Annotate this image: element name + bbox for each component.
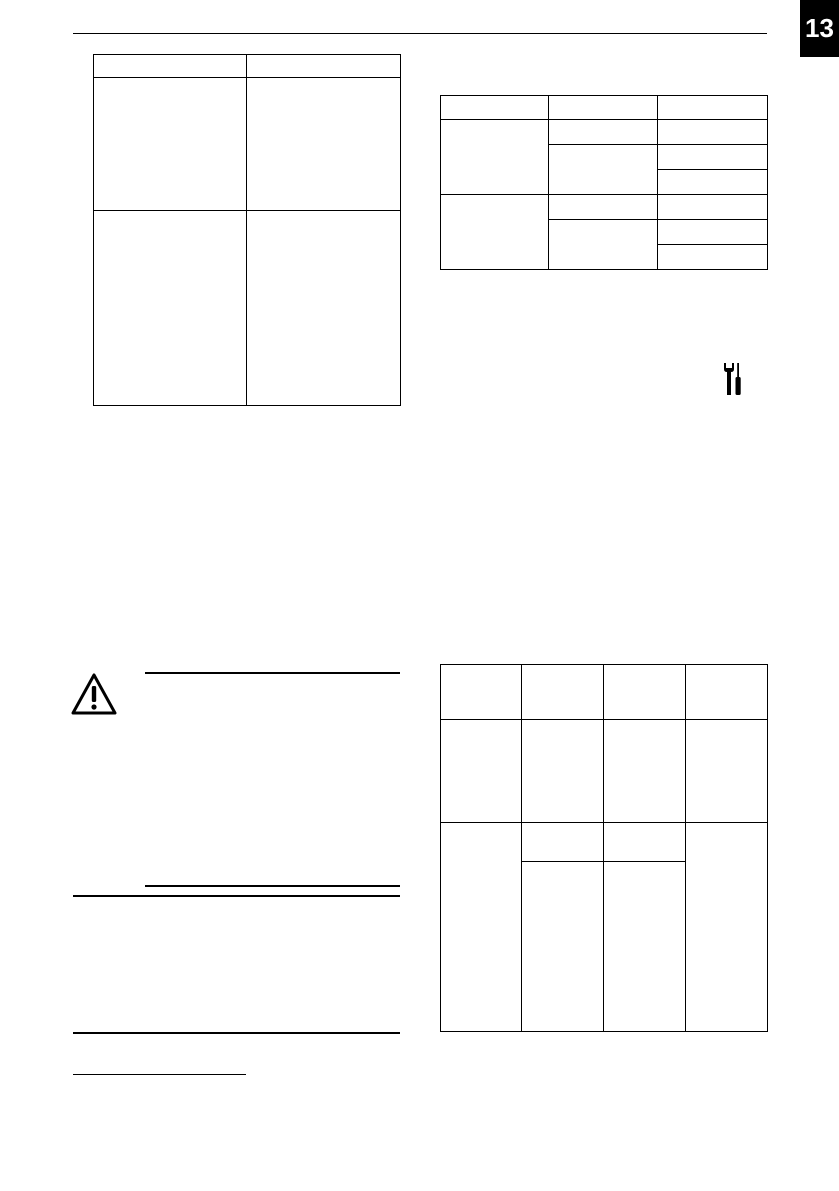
table-cell (658, 170, 768, 195)
right-top-table (440, 95, 768, 270)
table-row (441, 195, 768, 220)
table-cell (658, 220, 768, 245)
table-cell (441, 195, 549, 270)
table-row (441, 720, 768, 823)
table-cell (549, 145, 658, 195)
table-row (94, 55, 401, 78)
warning-bottom-rule (145, 885, 400, 887)
table-cell (658, 120, 768, 145)
note-bottom-rule (73, 1032, 400, 1034)
table-cell (522, 862, 604, 1032)
table-cell (604, 862, 686, 1032)
table-row (441, 120, 768, 145)
table-cell (247, 78, 401, 211)
table-cell (604, 720, 686, 823)
table-cell (247, 55, 401, 78)
table-cell (522, 720, 604, 823)
table-cell (441, 120, 549, 195)
table-cell (549, 120, 658, 145)
table-cell (94, 78, 247, 211)
table-row (94, 78, 401, 211)
table-cell (549, 220, 658, 270)
table-cell (441, 823, 522, 1032)
left-top-table (93, 54, 401, 406)
right-bottom-table (440, 664, 768, 1032)
table-cell (658, 245, 768, 270)
table-cell (658, 195, 768, 220)
table-cell (441, 665, 522, 720)
table-cell (549, 195, 658, 220)
table-cell (522, 823, 604, 862)
table-cell (94, 55, 247, 78)
table-row (441, 96, 768, 120)
table-cell (686, 720, 768, 823)
footnote-rule (73, 1074, 246, 1075)
table-cell (686, 665, 768, 720)
wrench-screwdriver-icon (722, 362, 744, 396)
table-cell (441, 96, 549, 120)
table-cell (441, 720, 522, 823)
table-cell (94, 211, 247, 406)
table-row (94, 211, 401, 406)
page-number: 13 (800, 0, 839, 57)
table-cell (658, 96, 768, 120)
warning-top-rule (145, 672, 400, 674)
header-rule (73, 33, 767, 34)
table-cell (658, 145, 768, 170)
table-cell (549, 96, 658, 120)
note-top-rule (73, 895, 400, 897)
table-cell (247, 211, 401, 406)
table-cell (604, 823, 686, 862)
warning-triangle-icon (70, 672, 118, 716)
table-cell (686, 823, 768, 1032)
table-row (441, 665, 768, 720)
table-cell (522, 665, 604, 720)
table-cell (604, 665, 686, 720)
table-row (441, 823, 768, 862)
